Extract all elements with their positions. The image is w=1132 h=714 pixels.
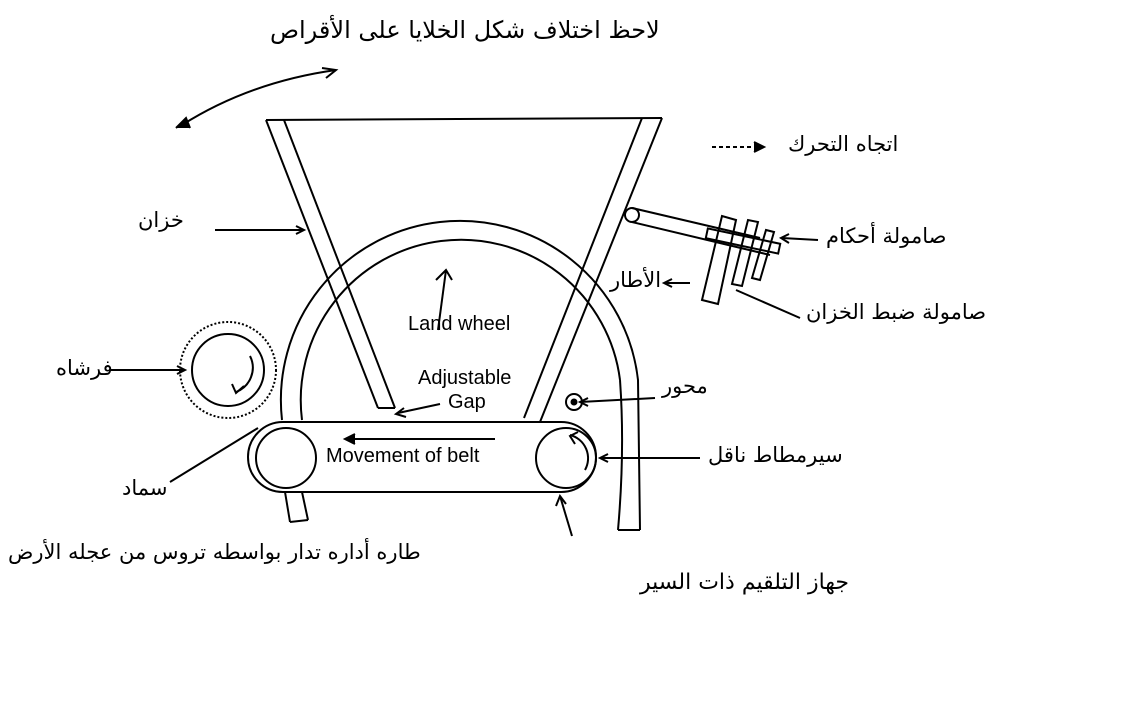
brush — [180, 322, 276, 418]
label-device-name: جهاز التلقيم ذات السير — [640, 570, 850, 595]
diagram-title: لاحظ اختلاف شكل الخلايا على الأقراص — [270, 16, 660, 44]
label-locking-nut: صامولة أحكام — [826, 224, 947, 248]
label-frame: الأطار — [610, 268, 662, 292]
label-land-wheel: Land wheel — [408, 313, 511, 335]
label-conveyor-belt: سيرمطاط ناقل — [708, 443, 843, 467]
label-hopper-adjust-nut: صامولة ضبط الخزان — [806, 300, 987, 324]
frame-leg — [285, 492, 308, 522]
label-adjustable: Adjustable — [418, 367, 512, 389]
label-fertilizer: سماد — [122, 476, 168, 500]
label-movement-of-belt: Movement of belt — [326, 445, 480, 467]
label-direction: اتجاه التحرك — [788, 132, 899, 156]
label-brush: فرشاه — [56, 356, 113, 380]
label-hopper: خزان — [138, 208, 184, 232]
label-drive-pulley: طاره أداره تدار بواسطه تروس من عجله الأرض — [8, 540, 421, 564]
direction-arrow — [712, 142, 764, 152]
label-axle: محور — [662, 374, 708, 398]
label-gap: Gap — [448, 391, 486, 413]
